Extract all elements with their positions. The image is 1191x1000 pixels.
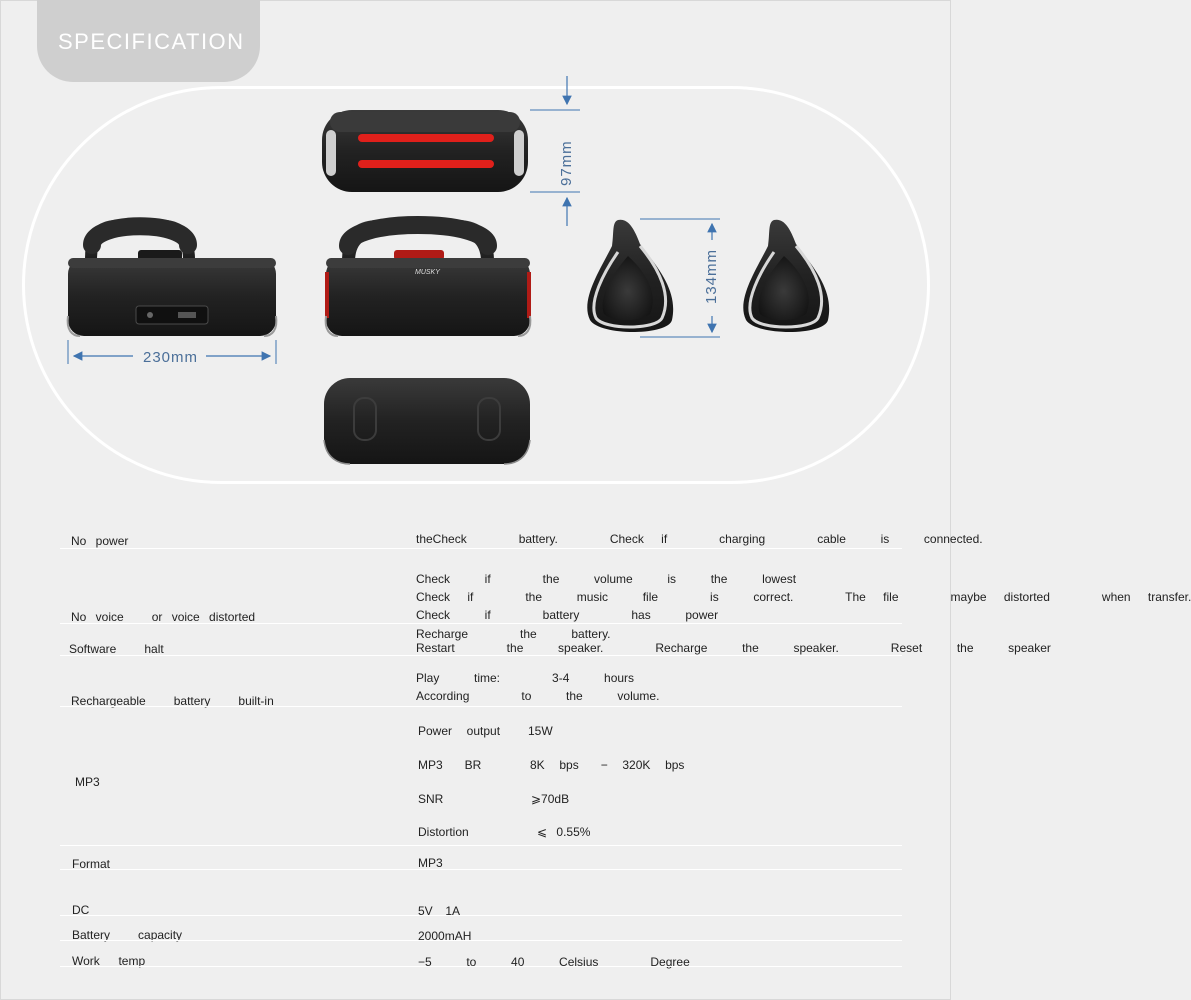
mp3-spec-name: SNR [418, 792, 444, 806]
spec-value: Restart the speaker. Recharge the speaker. Reset the speaker [416, 641, 1051, 655]
speaker-bottom-view [324, 378, 530, 464]
spec-value: Check if the music file is correct. The file maybe distorted when transfer. [416, 590, 1191, 604]
mp3-spec-value: ⩽ 0.55% [537, 825, 591, 839]
spec-value: Check if the volume is the lowest [416, 572, 797, 586]
spec-value: −5 to 40 Celsius Degree [418, 955, 690, 969]
spec-value: 5V 1A [418, 904, 461, 918]
speaker-front-view [325, 220, 531, 336]
spec-value: Check if battery has power [416, 608, 719, 622]
spec-label: No voice or voice distorted [71, 610, 256, 624]
speaker-back-view [68, 220, 277, 337]
brand-logo: MUSKY [415, 269, 440, 276]
spec-value: Recharge the battery. [416, 627, 611, 641]
page-title: SPECIFICATION [58, 29, 245, 54]
spec-label: DC [72, 903, 90, 917]
row-divider [60, 655, 902, 656]
spec-label: MP3 [75, 775, 100, 789]
mp3-spec-name: Distortion [418, 825, 469, 839]
spec-label: Software halt [69, 642, 164, 656]
spec-label: Work temp [72, 954, 146, 968]
width-label: 230mm [143, 349, 199, 366]
spec-label: Battery capacity [72, 928, 183, 942]
row-divider [60, 966, 902, 967]
product-diagram [0, 0, 951, 500]
row-divider [60, 915, 902, 916]
speaker-top-view [322, 110, 528, 192]
mp3-spec-name: MP3 BR [418, 758, 482, 772]
speaker-side-view-right [743, 220, 829, 332]
depth-label: 97mm [558, 140, 575, 186]
speaker-side-view-left [587, 220, 673, 332]
spec-value: According to the volume. [416, 689, 660, 703]
row-divider [60, 940, 902, 941]
width-dimension [68, 340, 276, 366]
spec-value: MP3 [418, 856, 443, 870]
depth-dimension [530, 76, 580, 226]
row-divider [60, 845, 902, 846]
height-label: 134mm [703, 248, 720, 304]
spec-value: Play time: 3-4 hours [416, 671, 635, 685]
mp3-spec-value: ⩾70dB [531, 792, 570, 806]
mp3-spec-value: 15W [528, 724, 553, 738]
mp3-spec-name: Power output [418, 724, 501, 738]
row-divider [60, 623, 902, 624]
spec-label: Rechargeable battery built-in [71, 694, 274, 708]
row-divider [60, 869, 902, 870]
row-divider [60, 548, 902, 549]
spec-value: theCheck battery. Check if charging cable is connected. [416, 532, 983, 546]
spec-label: Format [72, 857, 111, 871]
spec-value: 2000mAH [418, 929, 472, 943]
row-divider [60, 706, 902, 707]
mp3-spec-value: 8K bps − 320K bps [530, 758, 685, 772]
spec-label: No power [71, 534, 129, 548]
